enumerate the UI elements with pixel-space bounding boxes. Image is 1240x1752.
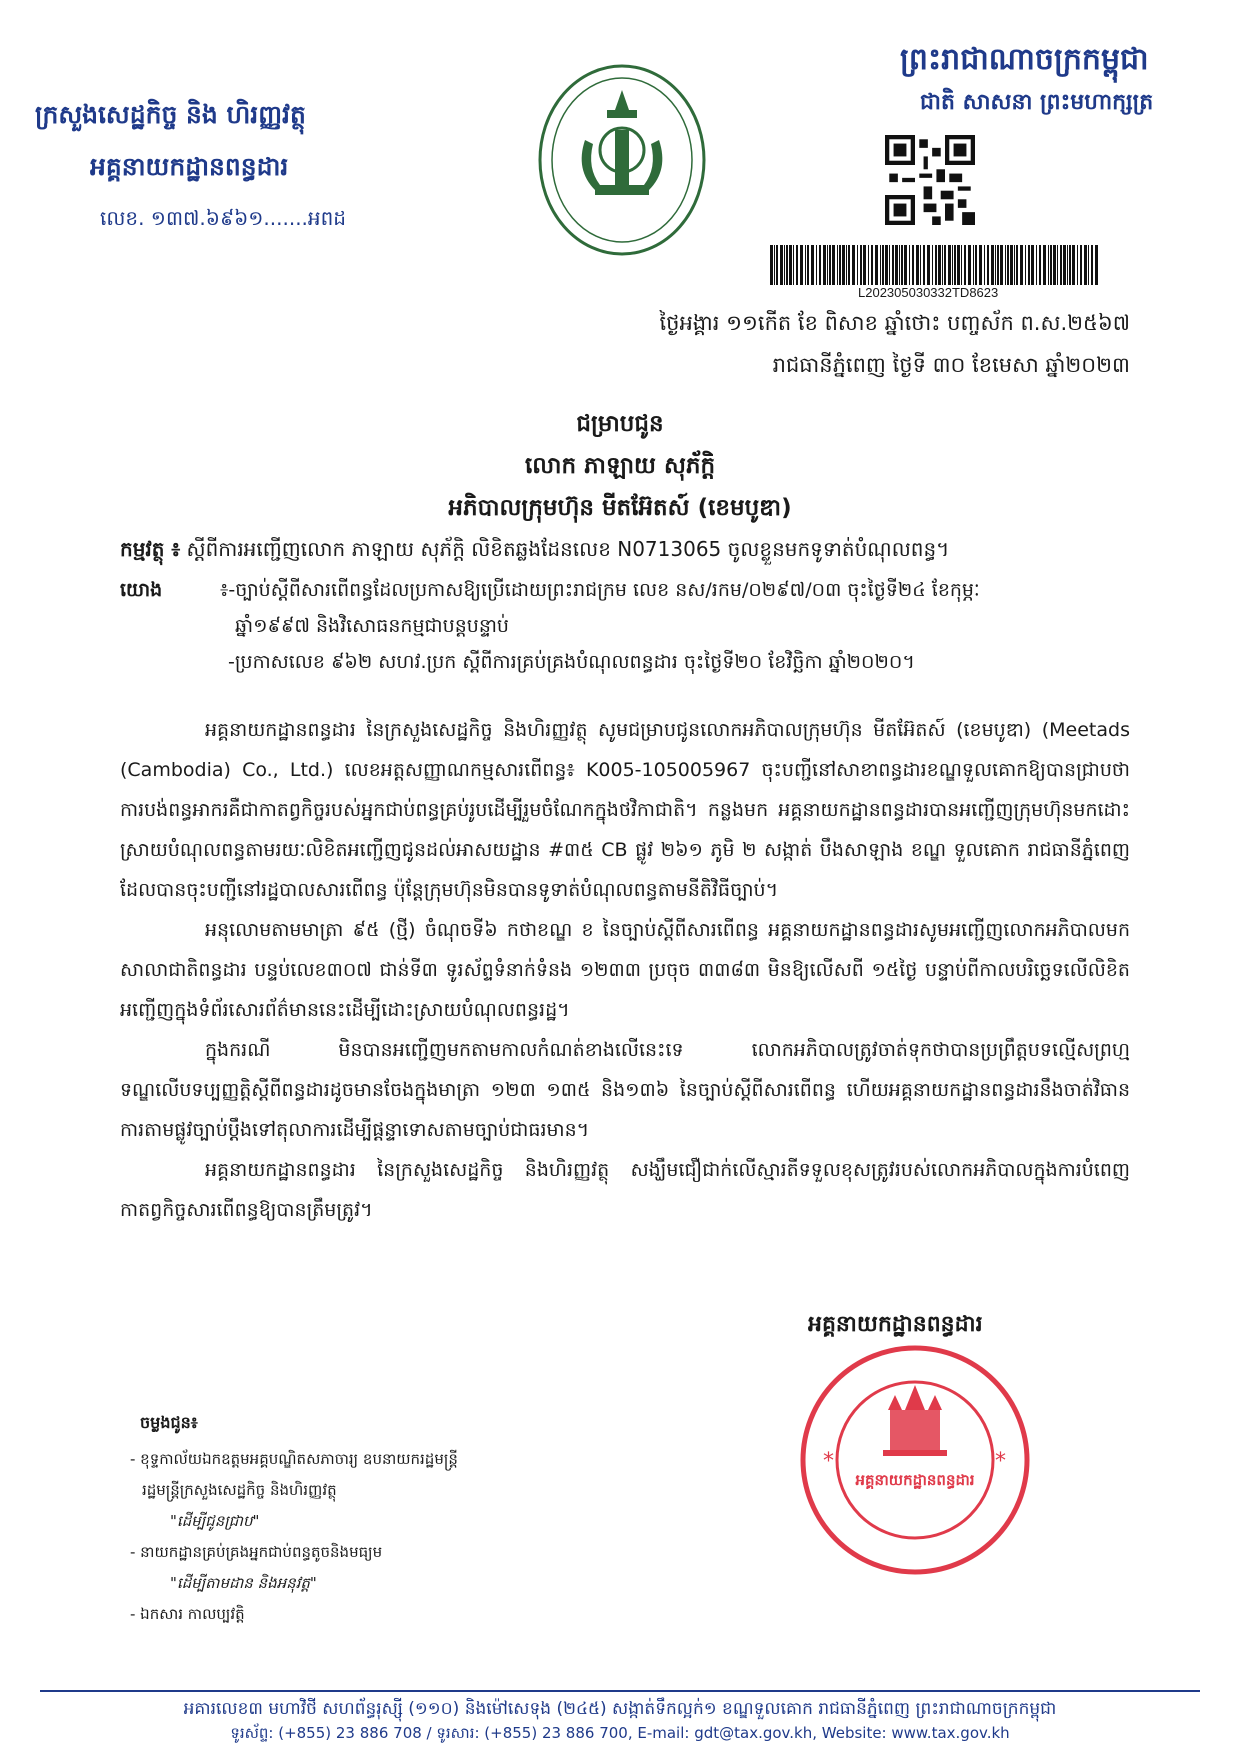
cc-item: - ខុទ្ទកាល័យឯកឧត្តមអគ្គបណ្ឌិតសភាចារ្យ ឧបនាយករដ្ឋមន្ត្រី: [130, 1450, 458, 1468]
letter-body: [120, 710, 1130, 1230]
svg-text:*: *: [823, 1449, 834, 1474]
subject-line: [120, 532, 1130, 566]
cc-item: រដ្ឋមន្ត្រីក្រសួងសេដ្ឋកិច្ច និងហិរញ្ញវត្ថុ: [142, 1481, 337, 1499]
cc-item: "ដើម្បីតាមដាន និងអនុវត្ត": [170, 1574, 317, 1592]
signer-title: អគ្គនាយកដ្ឋានពន្ធដារ: [808, 1312, 983, 1337]
footer-divider: [40, 1690, 1200, 1692]
footer-address: អគារលេខ៣ មហាវិថី សហព័ន្ធរុស្ស៊ី (១១០) និងម៉ៅសេទុង (២៤៥) សង្កាត់ទឹកល្អក់១ ខណ្ឌទួលគោក រាជធានីភ្នំពេញ ព្រះរាជាណាចក្រកម្ពុជា: [183, 1699, 1057, 1719]
lunar-date: ថ្ងៃអង្គារ ១១កើត ខែ ពិសាខ ឆ្នាំថោះ បញ្ចស័ក ព.ស.២៥៦៧: [659, 311, 1130, 335]
stamp-text: អគ្គនាយកដ្ឋានពន្ធដារ: [855, 1471, 975, 1489]
svg-text:*: *: [995, 1449, 1006, 1474]
official-stamp-icon: [795, 1340, 1035, 1580]
references: [120, 572, 1130, 680]
cc-title: ចម្លងជូន៖: [140, 1413, 198, 1432]
addressee-title: អភិបាលក្រុមហ៊ុន មីតអ៊ែតស៍ (ខេមបូឌា): [448, 495, 792, 521]
salutation: ជម្រាបជូន: [576, 411, 664, 437]
subject-label: កម្មវត្ថុ ៖: [120, 537, 181, 561]
footer-contact: ទូរស័ព្ទ: (+855) 23 886 708 / ទូរសារ: (+855) 23 886 700, E-mail: gdt@tax.gov.kh, Website: www.tax.gov.kh: [230, 1724, 1010, 1742]
body-paragraph-4: អគ្គនាយកដ្ឋានពន្ធដារ នៃក្រសួងសេដ្ឋកិច្ច និងហិរញ្ញវត្ថុ សង្ឃឹមជឿជាក់លើស្មារតីទទួលខុសត្រូវរបស់លោកអភិបាលក្នុងការបំពេញកាតព្វកិច្ចសារពើពន្ធឱ្យបានត្រឹមត្រូវ។: [120, 1159, 1130, 1221]
body-paragraph-3: ក្នុងករណី មិនបានអញ្ជើញមកតាមកាលកំណត់ខាងលើនេះទេ លោកអភិបាលត្រូវចាត់ទុកថាបានប្រព្រឹត្តបទល្មើសព្រហ្មទណ្ឌលើបទប្បញ្ញត្តិស្តីពីពន្ធដារដូចមានចែងក្នុងមាត្រា ១២៣ ១៣៥ និង១៣៦ នៃច្បាប់ស្តីពីសារពើពន្ធ ហើយអគ្គនាយកដ្ឋានពន្ធដារនឹងចាត់វិធានការតាមផ្លូវច្បាប់ប្តឹងទៅតុលាការដើម្បីផ្តន្ទាទោសតាមច្បាប់ជាធរមាន។: [120, 1039, 1130, 1141]
department-name: អគ្គនាយកដ្ឋានពន្ធដារ: [90, 152, 289, 181]
cc-list: [130, 1444, 458, 1630]
reference-item-1-cont: ឆ្នាំ១៩៩៧ និងវិសោធនកម្មជាបន្តបន្ទាប់: [235, 615, 509, 637]
ministry-name: ក្រសួងសេដ្ឋកិច្ច និង ហិរញ្ញវត្ថុ: [35, 100, 306, 129]
subject-text: ស្តីពីការអញ្ជើញលោក ភាឡាយ សុភ័ក្តិ លិខិតឆ្លងដែនលេខ N0713065 ចូលខ្លួនមកទូទាត់បំណុលពន្ធ។: [186, 537, 950, 561]
cc-item: - ឯកសារ កាលប្បវត្តិ: [130, 1605, 245, 1623]
barcode-icon: [770, 245, 1100, 285]
body-paragraph-2: អនុលោមតាមមាត្រា ៩៥ (ថ្មី) ចំណុចទី៦ កថាខណ្ឌ ខ នៃច្បាប់ស្តីពីសារពើពន្ធ អគ្គនាយកដ្ឋានពន្ធដារសូមអញ្ជើញលោកអភិបាលមកសាលាជាតិពន្ធដារ បន្ទប់លេខ៣០៧ ជាន់ទី៣ ទូរស័ព្ទទំនាក់ទំនង ១២៣៣ ប្រចុច ៣៣៨៣ មិនឱ្យលើសពី ១៥ថ្ងៃ បន្ទាប់ពីកាលបរិច្ឆេទលើលិខិតអញ្ជើញក្នុងទំព័រសោរព័ត៌មាននេះដើម្បីដោះស្រាយបំណុលពន្ធរដ្ឋ។: [120, 919, 1130, 1021]
qr-code-icon: [885, 135, 975, 225]
cc-item: - នាយកដ្ឋានគ្រប់គ្រងអ្នកជាប់ពន្ធតូចនិងមធ្យម: [130, 1543, 383, 1561]
reference-item-1: ៖-ច្បាប់ស្តីពីសារពើពន្ធដែលប្រកាសឱ្យប្រើដោយព្រះរាជក្រម លេខ នស/រកម/០២៩៧/០៣ ចុះថ្ងៃទី២៤ ខែកុម្ភៈ: [220, 579, 980, 601]
national-motto: ជាតិ សាសនា ព្រះមហាក្សត្រ: [920, 90, 1154, 115]
addressee-name: លោក ភាឡាយ សុភ័ក្តិ: [524, 453, 716, 479]
references-label: យោង: [120, 579, 163, 601]
gdt-seal-icon: [535, 60, 710, 260]
barcode-text: L202305030332TD8623: [858, 285, 999, 300]
reference-item-2: -ប្រកាសលេខ ៩៦២ សហវ.ប្រក ស្តីពីការគ្រប់គ្រងបំណុលពន្ធដារ ចុះថ្ងៃទី២០ ខែវិច្ឆិកា ឆ្នាំ២០២០។: [228, 651, 915, 673]
solar-date: រាជធានីភ្នំពេញ ថ្ងៃទី ៣០ ខែមេសា ឆ្នាំ២០២៣: [772, 353, 1130, 377]
kingdom-title: ព្រះរាជាណាចក្រកម្ពុជា: [900, 42, 1149, 77]
body-paragraph-1: អគ្គនាយកដ្ឋានពន្ធដារ នៃក្រសួងសេដ្ឋកិច្ច និងហិរញ្ញវត្ថុ សូមជម្រាបជូនលោកអភិបាលក្រុមហ៊ុន មីតអ៊ែតស៍ (ខេមបូឌា) (Meetads (Cambodia) Co., Ltd.) លេខអត្តសញ្ញាណកម្មសារពើពន្ធ៖ K005-105005967 ចុះបញ្ជីនៅសាខាពន្ធដារខណ្ឌទួលគោកឱ្យបានជ្រាបថា ការបង់ពន្ធអាករគឺជាកាតព្វកិច្ចរបស់អ្នកជាប់ពន្ធគ្រប់រូបដើម្បីរួមចំណែកក្នុងថវិកាជាតិ។ កន្លងមក អគ្គនាយកដ្ឋានពន្ធដារបានអញ្ជើញក្រុមហ៊ុនមកដោះស្រាយបំណុលពន្ធតាមរយៈលិខិតអញ្ជើញជូនដល់អាសយដ្ឋាន #៣៥ CB ផ្លូវ ២៦១ ភូមិ ២ សង្កាត់ បឹងសាឡាង ខណ្ឌ ទួលគោក រាជធានីភ្នំពេញ ដែលបានចុះបញ្ជីនៅរដ្ឋបាលសារពើពន្ធ ប៉ុន្តែក្រុមហ៊ុនមិនបានទូទាត់បំណុលពន្ធតាមនីតិវិធីច្បាប់។: [120, 719, 1130, 901]
reference-number: លេខ. ១៣៧.៦៩៦១.......អពដ: [100, 206, 346, 230]
cc-item: "ដើម្បីជូនជ្រាប": [170, 1512, 260, 1530]
